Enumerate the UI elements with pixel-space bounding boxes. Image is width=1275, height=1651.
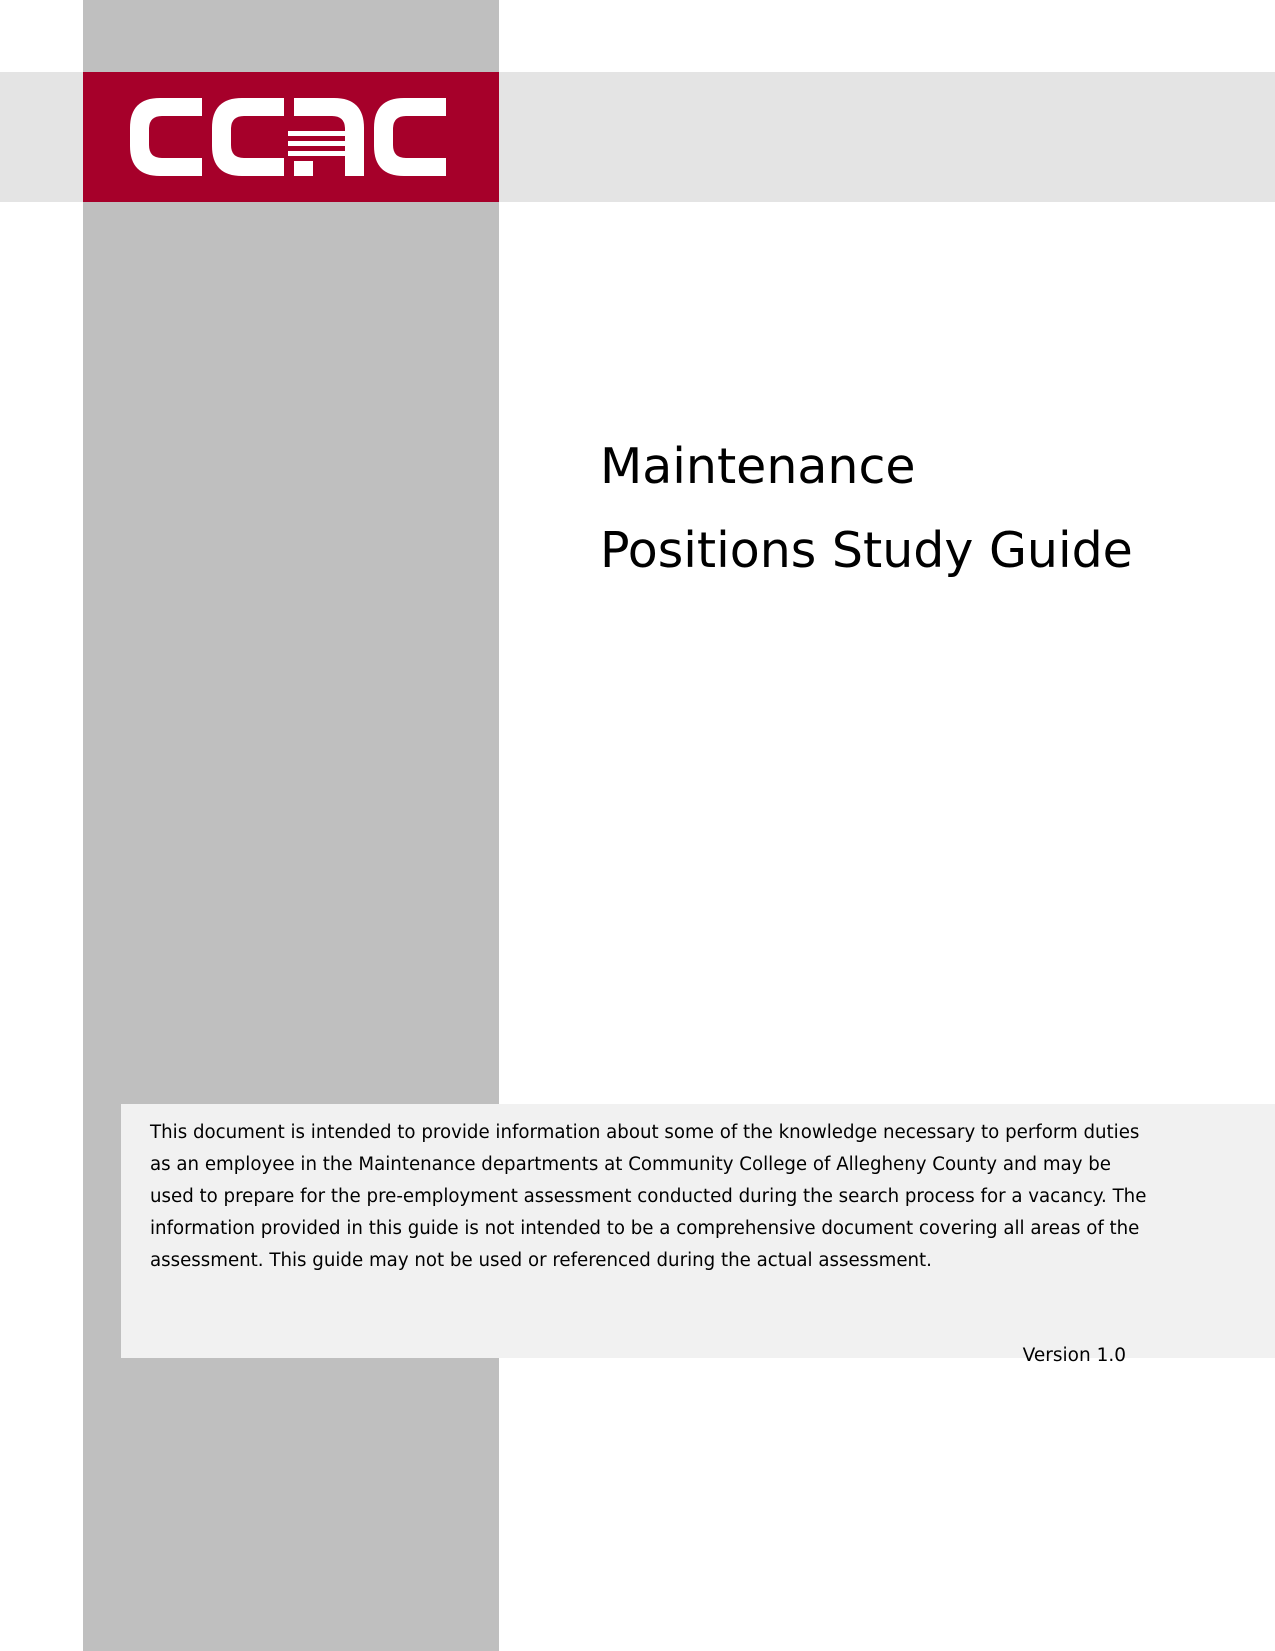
title-line-2: Positions Study Guide	[600, 522, 1133, 579]
left-gray-column	[83, 0, 499, 1651]
ccac-logo-icon	[130, 98, 446, 176]
title-line-1: Maintenance	[600, 438, 916, 495]
document-description: This document is intended to provide information about some of the knowledge necessary to perform duties as an employee in the Maintenance departments at Community College of Allegheny County and may be used to prepare for the pre-employment assessment conducted during the search process for a vacancy. The information provided in this guide is not intended to be a comprehensive document covering all areas of the assessment. This guide may not be used or referenced during the actual assessment.	[150, 1122, 1147, 1271]
document-title	[600, 425, 1240, 593]
version-label: Version 1.0	[1022, 1345, 1126, 1366]
